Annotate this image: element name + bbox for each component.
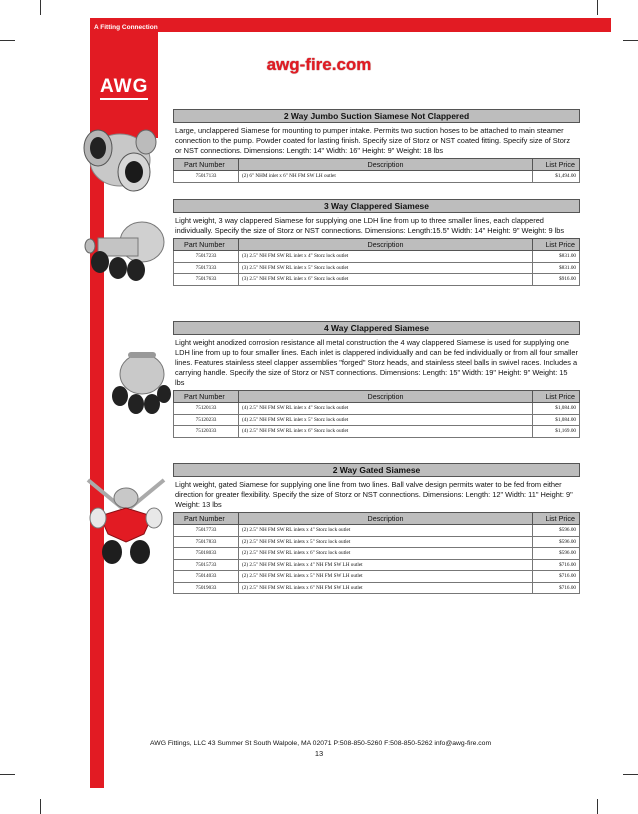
section-title: 2 Way Gated Siamese bbox=[173, 463, 580, 477]
price: $831.00 bbox=[533, 262, 580, 274]
price: $716.00 bbox=[533, 582, 580, 594]
table-row bbox=[174, 414, 580, 426]
table-row bbox=[174, 426, 580, 438]
table-row bbox=[174, 571, 580, 583]
part-number: 75017233 bbox=[174, 251, 239, 263]
price: $831.00 bbox=[533, 251, 580, 263]
table-row bbox=[174, 525, 580, 537]
crop-mark bbox=[623, 774, 638, 775]
product-section-4way bbox=[173, 321, 580, 438]
col-description: Description bbox=[239, 513, 533, 525]
part-number: 75019033 bbox=[174, 582, 239, 594]
section-title: 2 Way Jumbo Suction Siamese Not Clappered bbox=[173, 109, 580, 123]
price: $596.00 bbox=[533, 548, 580, 560]
description: (4) 2.5" NH FM SW RL inlet x 6" Storz lock outlet bbox=[239, 426, 533, 438]
crop-mark bbox=[597, 799, 598, 814]
description: (3) 2.5" NH FM SW RL inlet x 4" Storz lock outlet bbox=[239, 251, 533, 263]
crop-mark bbox=[40, 0, 41, 15]
three-way-siamese-photo bbox=[84, 212, 168, 288]
price-table bbox=[173, 238, 580, 286]
price-table bbox=[173, 390, 580, 438]
part-number: 75120133 bbox=[174, 403, 239, 415]
part-number: 75120233 bbox=[174, 414, 239, 426]
part-number: 75018033 bbox=[174, 548, 239, 560]
product-section-gated bbox=[173, 463, 580, 594]
col-description: Description bbox=[239, 159, 533, 171]
crop-mark bbox=[0, 774, 15, 775]
col-list-price: List Price bbox=[533, 391, 580, 403]
part-number: 75014033 bbox=[174, 571, 239, 583]
table-header bbox=[174, 391, 580, 403]
price: $916.00 bbox=[533, 274, 580, 286]
description: (2) 2.5" NH FM SW RL inlets x 6" NH FM SW LH outlet bbox=[239, 582, 533, 594]
section-title: 4 Way Clappered Siamese bbox=[173, 321, 580, 335]
footer-contact: AWG Fittings, LLC 43 Summer St South Walpole, MA 02071 P:508-850-5260 F:508-850-5262 info@awg-fire.com bbox=[150, 740, 492, 747]
product-section-jumbo bbox=[173, 109, 580, 183]
gated-siamese-photo bbox=[82, 472, 170, 570]
table-row bbox=[174, 171, 580, 183]
price-table bbox=[173, 158, 580, 183]
price: $1,084.00 bbox=[533, 403, 580, 415]
col-part-number: Part Number bbox=[174, 159, 239, 171]
part-number: 75017633 bbox=[174, 274, 239, 286]
price-table bbox=[173, 512, 580, 594]
price: $596.00 bbox=[533, 536, 580, 548]
col-part-number: Part Number bbox=[174, 239, 239, 251]
page-number: 13 bbox=[314, 749, 324, 758]
brand-frame-top bbox=[158, 18, 611, 32]
part-number: 75017833 bbox=[174, 536, 239, 548]
description: (2) 2.5" NH FM SW RL inlets x 4" NH FM SW LH outlet bbox=[239, 559, 533, 571]
table-row bbox=[174, 262, 580, 274]
description: (2) 2.5" NH FM SW RL inlets x 4" Storz lock outlet bbox=[239, 525, 533, 537]
part-number: 75017733 bbox=[174, 525, 239, 537]
table-row bbox=[174, 536, 580, 548]
table-row bbox=[174, 582, 580, 594]
col-list-price: List Price bbox=[533, 159, 580, 171]
jumbo-siamese-photo bbox=[76, 118, 168, 198]
price: $1,494.00 bbox=[533, 171, 580, 183]
col-description: Description bbox=[239, 239, 533, 251]
brand-tagline: A Fitting Connection bbox=[94, 24, 158, 31]
table-header bbox=[174, 239, 580, 251]
logo-underline bbox=[100, 98, 148, 100]
site-url[interactable]: awg-fire.com bbox=[266, 55, 372, 74]
price: $716.00 bbox=[533, 571, 580, 583]
crop-mark bbox=[0, 40, 15, 41]
table-row bbox=[174, 403, 580, 415]
description: (4) 2.5" NH FM SW RL inlet x 5" Storz lock outlet bbox=[239, 414, 533, 426]
part-number: 75015733 bbox=[174, 559, 239, 571]
crop-mark bbox=[40, 799, 41, 814]
price: $716.00 bbox=[533, 559, 580, 571]
table-row bbox=[174, 251, 580, 263]
brand-logo: AWG bbox=[100, 76, 149, 97]
col-list-price: List Price bbox=[533, 239, 580, 251]
table-row bbox=[174, 559, 580, 571]
description: (2) 2.5" NH FM SW RL inlets x 5" NH FM SW LH outlet bbox=[239, 571, 533, 583]
description: (4) 2.5" NH FM SW RL inlet x 4" Storz lock outlet bbox=[239, 403, 533, 415]
col-part-number: Part Number bbox=[174, 391, 239, 403]
part-number: 75017133 bbox=[174, 171, 239, 183]
table-header bbox=[174, 513, 580, 525]
part-number: 75017333 bbox=[174, 262, 239, 274]
col-list-price: List Price bbox=[533, 513, 580, 525]
price: $1,169.00 bbox=[533, 426, 580, 438]
table-row bbox=[174, 274, 580, 286]
crop-mark bbox=[623, 40, 638, 41]
description: (2) 6" NHM inlet x 6" NH FM SW LH outlet bbox=[239, 171, 533, 183]
product-section-3way bbox=[173, 199, 580, 286]
description: (2) 2.5" NH FM SW RL inlets x 6" Storz lock outlet bbox=[239, 548, 533, 560]
section-title: 3 Way Clappered Siamese bbox=[173, 199, 580, 213]
description: (2) 2.5" NH FM SW RL inlets x 5" Storz lock outlet bbox=[239, 536, 533, 548]
table-row bbox=[174, 548, 580, 560]
part-number: 75120333 bbox=[174, 426, 239, 438]
crop-mark bbox=[597, 0, 598, 15]
table-header bbox=[174, 159, 580, 171]
section-description: Light weight, 3 way clappered Siamese for supplying one LDH line from up to three smaller lines, each clappered individually. Specify the size of Storz or NST connections. Dimensions: Length:15.5" Width: 14" Height: 9" Weight: 9 lbs bbox=[175, 216, 565, 235]
four-way-siamese-photo bbox=[108, 346, 172, 418]
section-description: Large, unclappered Siamese for mounting to pumper intake. Permits two suction hoses to be attached to main steamer connection to the pump. Powder coated for lasting finish. Specify size of Storz or NST coated fitting. Specify size of Storz or NST connections. Dimensions: Length: 14" Width: 16" Height: 9" Weight: 18 lbs bbox=[175, 126, 571, 155]
price: $596.00 bbox=[533, 525, 580, 537]
price: $1,084.00 bbox=[533, 414, 580, 426]
col-description: Description bbox=[239, 391, 533, 403]
section-description: Light weight anodized corrosion resistance all metal construction the 4 way clappered Siamese is used for supplying one LDH line from up to four smaller lines. Each inlet is clappered individually and can be fed individually or from all four smaller lines. Features stainless steel clapper assemblies "forged" Storz heads, and stainless steel balls in swivel races. Includes a carrying handle. Specify the size of Storz or NST connections. Dimensions: Length: 15" Width: 19" Height: 9" Weight: 15 lbs bbox=[175, 338, 578, 387]
section-description: Light weight, gated Siamese for supplying one line from two lines. Ball valve design permits water to be fed from either direction for greater flexibility. Specify the size of Storz or NST connections. Dimensions: Length: 12" Width: 11" Height: 9" Weight: 13 lbs bbox=[175, 480, 573, 509]
description: (3) 2.5" NH FM SW RL inlet x 6" Storz lock outlet bbox=[239, 274, 533, 286]
description: (3) 2.5" NH FM SW RL inlet x 5" Storz lock outlet bbox=[239, 262, 533, 274]
col-part-number: Part Number bbox=[174, 513, 239, 525]
